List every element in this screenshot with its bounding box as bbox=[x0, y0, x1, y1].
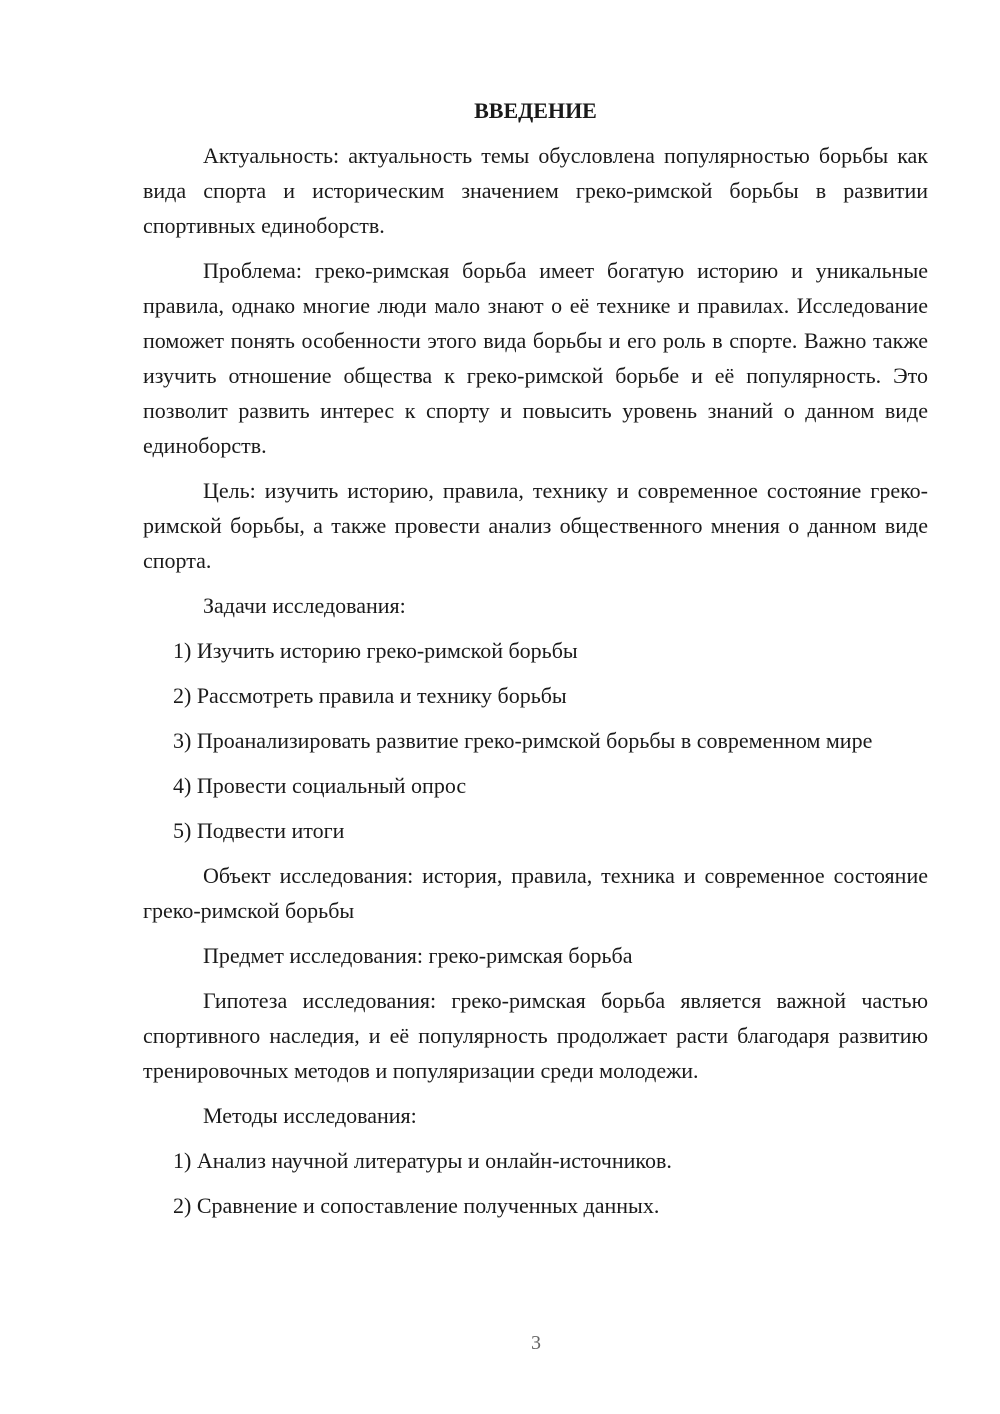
page-number: 3 bbox=[531, 1332, 541, 1354]
task-item: 2) Рассмотреть правила и технику борьбы bbox=[173, 683, 567, 708]
hypothesis-paragraph: Гипотеза исследования: греко-римская борьба является важной частью спортивного наследия, и её популярность продолжает расти благодаря развитию тренировочных методов и популяризации среди молодежи. bbox=[143, 988, 928, 1083]
relevance-paragraph: Актуальность: актуальность темы обусловлена популярностью борьбы как вида спорта и историческим значением греко-римской борьбы в развитии спортивных единоборств. bbox=[143, 143, 928, 238]
goal-paragraph: Цель: изучить историю, правила, технику и современное состояние греко-римской борьбы, а также провести анализ общественного мнения о данном виде спорта. bbox=[143, 478, 928, 573]
method-item: 2) Сравнение и сопоставление полученных данных. bbox=[173, 1193, 660, 1218]
object-paragraph: Объект исследования: история, правила, техника и современное состояние греко-римской борьбы bbox=[143, 863, 928, 923]
task-item: 5) Подвести итоги bbox=[173, 818, 345, 843]
subject-paragraph: Предмет исследования: греко-римская борьба bbox=[203, 943, 633, 968]
methods-heading: Методы исследования: bbox=[203, 1103, 417, 1128]
document-body bbox=[143, 93, 928, 1233]
task-item: 3) Проанализировать развитие греко-римской борьбы в современном мире bbox=[173, 728, 873, 753]
problem-paragraph: Проблема: греко-римская борьба имеет богатую историю и уникальные правила, однако многие люди мало знают о её технике и правилах. Исследование поможет понять особенности этого вида борьбы и его роль в спорте. Важно также изучить отношение общества к греко-римской борьбе и её популярность. Это позволит развить интерес к спорту и повысить уровень знаний о данном виде единоборств. bbox=[143, 258, 928, 458]
section-title: ВВЕДЕНИЕ bbox=[474, 98, 597, 123]
task-item: 4) Провести социальный опрос bbox=[173, 773, 467, 798]
tasks-heading: Задачи исследования: bbox=[203, 593, 406, 618]
method-item: 1) Анализ научной литературы и онлайн-источников. bbox=[173, 1148, 672, 1173]
task-item: 1) Изучить историю греко-римской борьбы bbox=[173, 638, 578, 663]
